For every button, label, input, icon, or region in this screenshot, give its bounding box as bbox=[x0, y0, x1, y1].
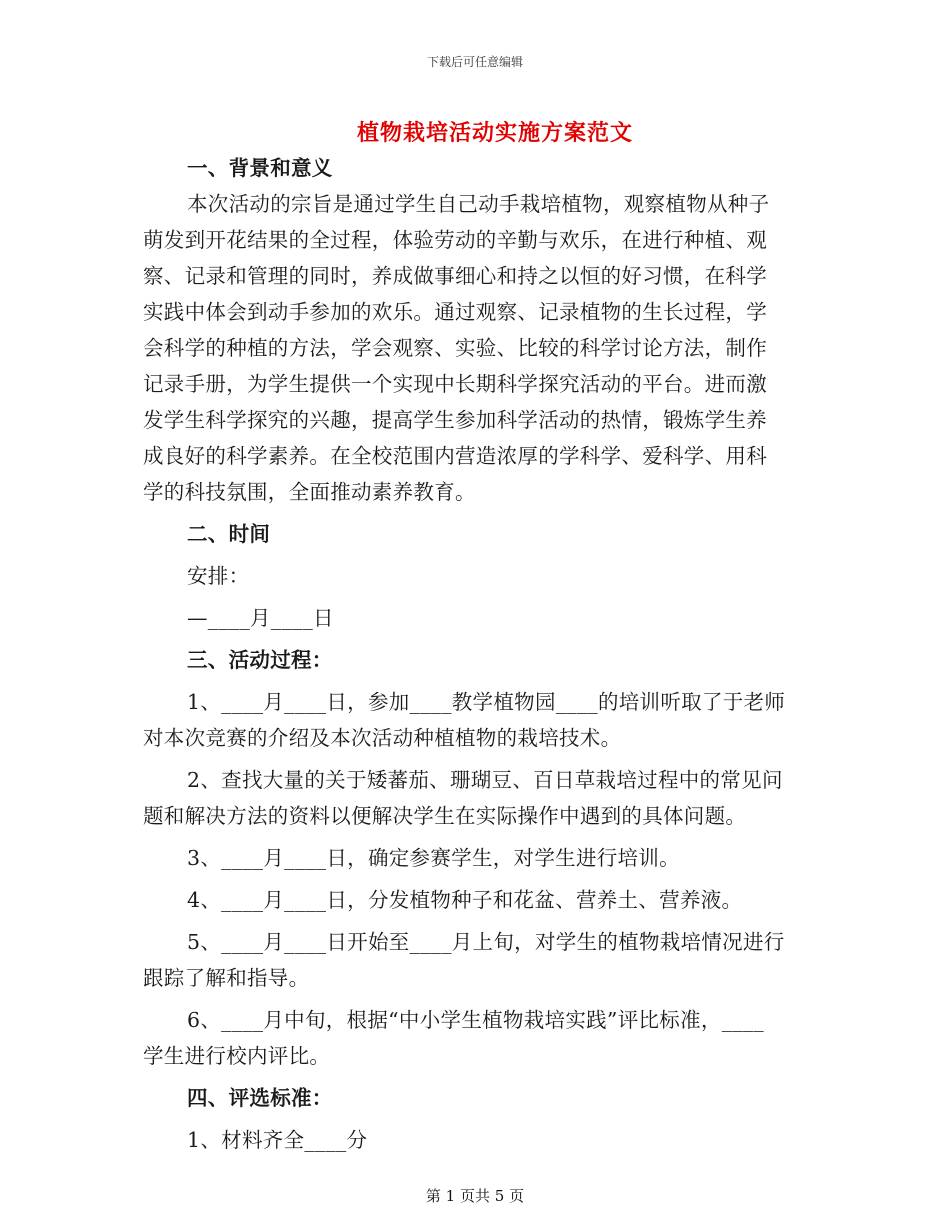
section-heading: 四、评选标准： bbox=[187, 1086, 333, 1110]
page-header: 下载后可任意编辑 bbox=[426, 55, 523, 69]
paragraph-line: 察、记录和管理的同时，养成做事细心和持之以恒的好习惯，在科学 bbox=[143, 264, 767, 288]
list-item: 1、材料齐全____分 bbox=[187, 1128, 368, 1152]
list-item-continuation: 题和解决方法的资料以便解决学生在实际操作中遇到的具体问题。 bbox=[143, 804, 747, 828]
list-item-continuation: 对本次竞赛的介绍及本次活动种植植物的栽培技术。 bbox=[143, 726, 622, 750]
paragraph-line: 安排： bbox=[187, 564, 250, 588]
paragraph-line: 成良好的科学素养。在全校范围内营造浓厚的学科学、爱科学、用科 bbox=[143, 444, 767, 468]
list-item-continuation: 学生进行校内评比。 bbox=[143, 1044, 331, 1068]
section-heading: 二、时间 bbox=[187, 522, 271, 546]
list-item: 5、____月____日开始至____月上旬，对学生的植物栽培情况进行 bbox=[187, 930, 785, 954]
list-item-continuation: 跟踪了解和指导。 bbox=[143, 966, 310, 990]
list-item: 4、____月____日，分发植物种子和花盆、营养土、营养液。 bbox=[187, 888, 743, 912]
list-item: 6、____月中旬，根据“中小学生植物栽培实践”评比标准，____ bbox=[187, 1008, 764, 1032]
paragraph-line: 会科学的种植的方法，学会观察、实验、比较的科学讨论方法，制作 bbox=[143, 336, 767, 360]
paragraph-line: 学的科技氛围，全面推动素养教育。 bbox=[143, 480, 476, 504]
paragraph-line: 记录手册，为学生提供一个实现中长期科学探究活动的平台。进而激 bbox=[143, 372, 767, 396]
list-item: 2、查找大量的关于矮蕃茄、珊瑚豆、百日草栽培过程中的常见问 bbox=[187, 768, 783, 792]
list-item: 3、____月____日，确定参赛学生，对学生进行培训。 bbox=[187, 846, 680, 870]
paragraph-line: 发学生科学探究的兴趣，提高学生参加科学活动的热情，锻炼学生养 bbox=[143, 408, 767, 432]
section-heading: 一、背景和意义 bbox=[187, 156, 333, 180]
paragraph-line: 实践中体会到动手参加的欢乐。通过观察、记录植物的生长过程，学 bbox=[143, 300, 767, 324]
page-footer: 第 1 页共 5 页 bbox=[425, 1187, 525, 1205]
paragraph-line: 萌发到开花结果的全过程，体验劳动的辛勤与欢乐，在进行种植、观 bbox=[143, 228, 767, 252]
paragraph-line: 本次活动的宗旨是通过学生自己动手栽培植物，观察植物从种子 bbox=[187, 192, 770, 216]
document-body bbox=[143, 150, 807, 1158]
list-item: 1、____月____日，参加____教学植物园____的培训听取了于老师 bbox=[187, 690, 786, 714]
document-title: 植物栽培活动实施方案范文 bbox=[356, 120, 633, 146]
section-heading: 三、活动过程： bbox=[187, 648, 333, 672]
paragraph-line: —____月____日 bbox=[187, 606, 334, 630]
